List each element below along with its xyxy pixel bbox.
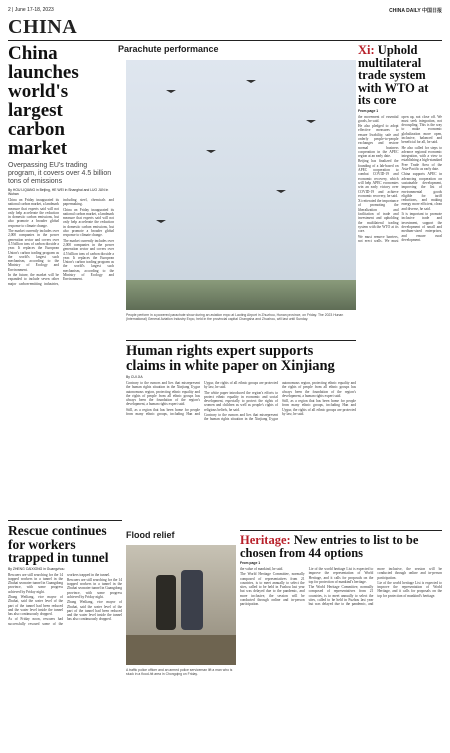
parachute-shape xyxy=(156,220,166,223)
carbon-para: In the future, the market will be expanded to include seven other major carbon-emitting industries, including steel, chemicals and papermaking. xyxy=(8,198,114,286)
parachute-label: Parachute performance xyxy=(118,44,219,54)
rescue-para: As of Friday noon, rescuers had successfully rescued some of the workers trapped in the tunnel. xyxy=(8,572,111,626)
carbon-para: China on Friday inaugurated its national carbon market, a landmark measure that experts said will not only help accelerate the reduction in domestic carbon emissions, but also promote a broader global response to climate change. xyxy=(8,198,59,228)
flood-block xyxy=(126,530,236,540)
xi-para: He also pledged to adopt effective measures to ensure livability, safe and orderly people-to-people exchanges and restore normal business cooperation in the APEC region at an early date. xyxy=(358,124,399,159)
xi-from-page: From page 1 xyxy=(358,108,379,113)
heritage-story xyxy=(240,530,442,727)
xi-headline-prefix: Xi: xyxy=(358,43,375,57)
rescue-byline: By ZHENG CAIXIONG in Guangzhou xyxy=(8,566,65,571)
rescue-para: Zhang Weiliang, vice mayor of Zhuhai, said the water level of the part of the tunnel had been reduced and the water level inside the tunnel has also continuously dropped. xyxy=(67,600,122,622)
brand-name: CHINA DAILY 中国日报 xyxy=(389,7,442,14)
rescue-headline: Rescue continues for workers trapped in tunnel xyxy=(8,523,109,565)
heritage-from-page: From page 1 xyxy=(240,561,261,565)
parachute-caption: People perform in a powered parachute show during an aviation expo at Laoting Airport in Zhuzhou, Hunan province, on Friday. The 2023 Hunan (International) General Aviation Industry Expo, held in the provincial capital Changsha and Zhuzhou, will last until Sunday. xyxy=(126,313,344,321)
parachute-shape xyxy=(306,120,316,123)
parachute-block xyxy=(118,44,350,54)
xi-para: He also called for steps to advance regional economic integration, with a view to establishing a high-standard Free Trade Area of the Asia-Pacific as early date. xyxy=(401,145,442,172)
xinjiang-para: Still, as a region that has been home for people from many ethnic groups, including Han and Uygur, the rights of all ethnic groups are protected by law, he said. xyxy=(282,399,356,417)
carbon-para: The market currently includes over 2,000 companies in the power generation sector and covers over 4.5 billion tons of carbon dioxide a year. It replaces the European Union's carbon trading program as the world's largest such mechanism, according to the Ministry of Ecology and Environment. xyxy=(63,238,114,282)
xi-para: It is important to promote inclusive trade and investment, support the development of small and medium-sized enterprises, and ensure rural development. xyxy=(401,212,442,242)
heritage-para: The World Heritage Committee, normally composed of representatives from 21 countries, is to meet annually to select the sites, called to be held in Fuzhou last year but was delayed due to the pandemic, and more inclusive, the session will be conducted through online and in-person participation. xyxy=(308,567,442,607)
person-figure xyxy=(156,575,176,630)
xi-para: Xi reiterated the importance of promoting the liberalization and facilitation of trade and investment and upholding the multilateral trading system with the WTO at its core. xyxy=(358,199,399,234)
rescue-body xyxy=(8,573,122,753)
xinjiang-para: Contrary to the rumors and lies that misrepresent the human rights situation in the Xinjiang Uygur autonomous region, protecting ethnic equality and the rights of people from all ethnic groups has always been the foundation of the region's development, a human rights expert said. xyxy=(204,381,356,422)
parachute-shape xyxy=(276,190,286,193)
xinjiang-para: The white paper introduced the region's efforts to protect ethnic equality in economic and social development, especially to protect the rights of women and children as well as people's rights of religious beliefs, he said. xyxy=(204,390,278,412)
floodwater xyxy=(126,635,236,665)
rescue-para: Rescuers are still searching for the 14 trapped workers in a tunnel in the Zhuhai seawater tunnel in Guangdong province, with some progress achieved by Friday night. xyxy=(8,572,63,594)
flood-label: Flood relief xyxy=(126,530,175,540)
carbon-byline: By HOU LIQIANG in Beijing, HE WEI in Shanghai and LUO JUN in Wuhan xyxy=(8,188,109,196)
section-title: CHINA xyxy=(8,16,442,41)
rescue-para: Zhang Weiliang, vice mayor of Zhuhai, said the water level of the part of the tunnel had been reduced and the water level inside the tunnel has also continuously dropped. xyxy=(8,594,63,617)
heritage-para: the value of mankind, he said. xyxy=(240,567,284,571)
heritage-para: Lie of the world heritage List is expected to improve the representation of World Heritage, and it calls for proposals on the top for protection of mankind's heritage. xyxy=(377,580,442,598)
parachute-photo xyxy=(126,60,356,310)
rescue-story xyxy=(8,520,122,753)
masthead xyxy=(8,6,442,14)
heritage-body xyxy=(240,567,442,727)
xinjiang-byline: By CUI JIA xyxy=(126,375,143,379)
carbon-para: China on Friday inaugurated its national carbon market, a landmark measure that experts said will not only help accelerate the reduction in domestic carbon emissions, but also promote a broader global response to climate change. xyxy=(63,207,114,238)
xi-headline: Uphold multilateral trade system with WTO at its core xyxy=(358,43,429,107)
xi-para: China supports APEC in advancing cooperation on sustainable development, improving the list of environmental goods eligible for tariff reductions, and making energy more efficient, clean and diverse, he said. xyxy=(401,172,442,211)
xi-para: We must remove barriers, not erect walls. We must open up, not close off. We must seek integration, not decoupling. This is the way to make economic globalization more open, inclusive, balanced and beneficial for all, he said. xyxy=(358,114,442,243)
xinjiang-story xyxy=(126,340,356,466)
ground xyxy=(126,280,356,310)
xi-para: Beijing has finalized the founding of a lab-based on APEC cooperation to combat COVID-19 and economic recovery, which will help APEC economies win an early victory over COVID-19 and achieve economic recovery, he said. xyxy=(358,159,399,198)
heritage-para: Lie of the world heritage List is expected to improve the representation of World Heritage, and it calls for proposals on the top for protection of mankind's heritage. xyxy=(308,567,374,584)
heritage-para: The World Heritage Committee, normally composed of representatives from 21 countries, is to meet annually to select the sites, called to be held in Fuzhou last year but was delayed due to the pandemic, and more inclusive, the session will be conducted through online and in-person participation. xyxy=(240,572,305,607)
heritage-headline-prefix: Heritage: xyxy=(240,533,291,547)
parachute-shape xyxy=(246,80,256,83)
page-info: 2 | June 17-18, 2023 xyxy=(8,7,54,13)
carbon-para: The market currently includes over 2,000 companies in the power generation sector and covers over 4.5 billion tons of carbon dioxide a year. It replaces the European Union's carbon trading program as the world's largest such mechanism, according to the Ministry of Ecology and Environment. xyxy=(8,229,59,272)
xi-para: the movement of essential goods, he said. xyxy=(358,114,399,123)
rescue-para: Rescuers are still searching for the 14 trapped workers in a tunnel in the Zhuhai seawater tunnel in Guangdong province, with some progress achieved by Friday night. xyxy=(67,577,122,599)
carbon-deck: Overpassing EU's trading program, it covers over 4.5 billion tons of emissions xyxy=(8,162,112,185)
heritage-headline: New entries to list to be chosen from 44 options xyxy=(240,533,419,560)
carbon-headline: China launches world's largest carbon market xyxy=(8,43,79,159)
parachute-shape xyxy=(166,90,176,93)
carbon-body xyxy=(8,198,114,438)
flood-caption: A traffic police officer and an armed police serviceman lift a man who is stuck in a flood-hit area in Chongqing on Friday. xyxy=(126,668,233,676)
xinjiang-para: Contrary to the rumors and lies that misrepresent the human rights situation in the Xinjiang Uygur autonomous region, protecting ethnic equality and the rights of people from all ethnic groups has always been the foundation of the region's development, a human rights expert said. xyxy=(126,381,200,407)
flood-photo xyxy=(126,545,236,665)
xinjiang-headline: Human rights expert supports claims in white paper on Xinjiang xyxy=(126,343,335,374)
parachute-shape xyxy=(206,150,216,153)
carbon-story xyxy=(8,44,114,438)
xinjiang-para: Still, as a region that has been home for people from many ethnic groups, including Han and Uygur, the rights of all ethnic groups are protected by law, he said. xyxy=(126,381,278,417)
xinjiang-body xyxy=(126,381,356,466)
person-figure xyxy=(181,570,203,630)
